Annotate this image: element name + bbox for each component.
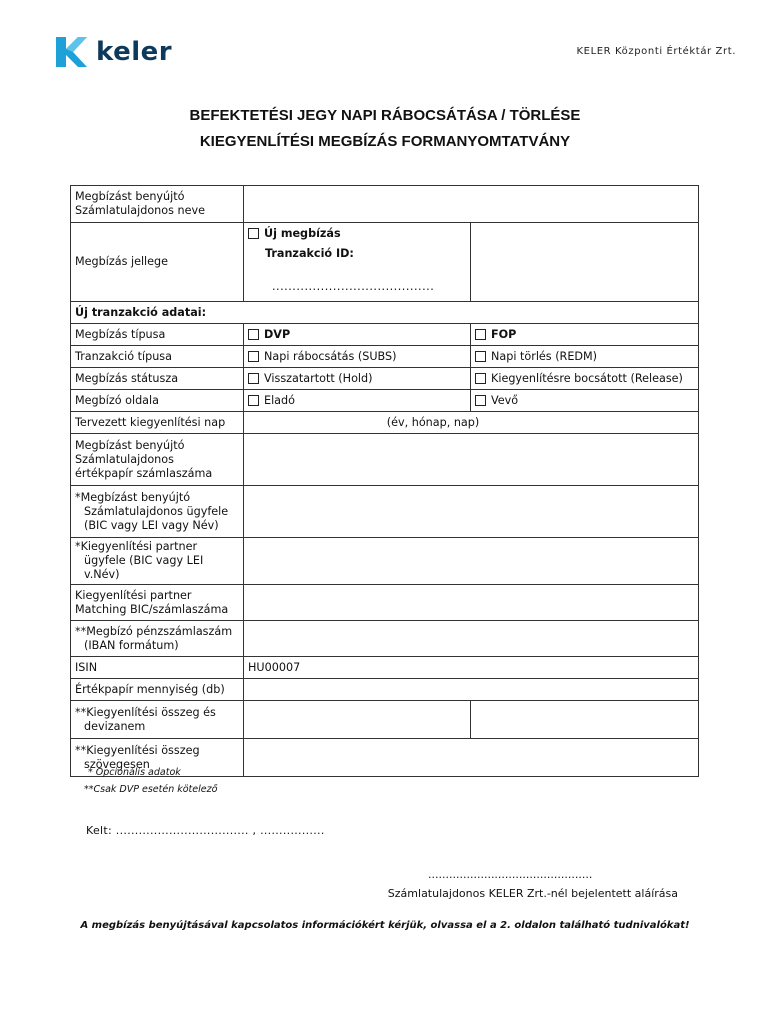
new-tx-section-title: Új tranzakció adatai: bbox=[71, 302, 699, 324]
seller-cell bbox=[244, 390, 471, 412]
signature-dots[interactable]: ............................................... bbox=[428, 868, 593, 881]
submitter-label-line2: Számlatulajdonos neve bbox=[75, 204, 205, 217]
client-field[interactable] bbox=[244, 486, 699, 538]
partner-client-field[interactable] bbox=[244, 538, 699, 585]
order-form-table bbox=[70, 185, 699, 777]
release-cell bbox=[471, 368, 699, 390]
quantity-label: Értékpapír mennyiség (db) bbox=[71, 679, 244, 701]
release-checkbox[interactable] bbox=[475, 373, 486, 384]
amount-label bbox=[71, 701, 244, 739]
fop-cell bbox=[471, 324, 699, 346]
partner-client-label bbox=[71, 538, 244, 585]
hold-cell bbox=[244, 368, 471, 390]
signature-label: Számlatulajdonos KELER Zrt.-nél bejelentett aláírása bbox=[387, 887, 678, 900]
cash-account-label bbox=[71, 621, 244, 657]
dvp-label: DVP bbox=[264, 327, 291, 341]
buyer-checkbox[interactable] bbox=[475, 395, 486, 406]
amount-text-line2: szövegesen bbox=[84, 757, 150, 771]
client-line3: (BIC vagy LEI vagy Név) bbox=[84, 518, 219, 532]
amount-text-field[interactable] bbox=[244, 739, 699, 777]
sec-account-line3: értékpapír számlaszáma bbox=[75, 466, 213, 480]
dvp-checkbox[interactable] bbox=[248, 329, 259, 340]
sec-account-line2: Számlatulajdonos bbox=[75, 452, 174, 466]
new-order-cell bbox=[244, 223, 471, 302]
buyer-cell bbox=[471, 390, 699, 412]
cash-account-line1: **Megbízó pénzszámlaszám bbox=[75, 624, 233, 638]
submitter-name-field[interactable] bbox=[244, 186, 699, 223]
submitter-label-line1: Megbízást benyújtó bbox=[75, 190, 185, 203]
amount-line1: **Kiegyenlítési összeg és bbox=[75, 705, 216, 719]
status-label: Megbízás státusza bbox=[71, 368, 244, 390]
release-label: Kiegyenlítésre bocsátott (Release) bbox=[491, 371, 683, 385]
cash-account-field[interactable] bbox=[244, 621, 699, 657]
hold-checkbox[interactable] bbox=[248, 373, 259, 384]
settle-date-label: Tervezett kiegyenlítési nap bbox=[71, 412, 244, 434]
securities-account-field[interactable] bbox=[244, 434, 699, 486]
order-kind-label: Megbízás típusa bbox=[71, 324, 244, 346]
partner-matching-field[interactable] bbox=[244, 585, 699, 621]
settle-date-hint: (év, hónap, nap) bbox=[386, 415, 480, 429]
tx-id-field[interactable]: ........................................ bbox=[272, 280, 435, 293]
quantity-field[interactable] bbox=[244, 679, 699, 701]
new-order-checkbox[interactable] bbox=[248, 228, 259, 239]
securities-account-label bbox=[71, 434, 244, 486]
partner-matching-line2: Matching BIC/számlaszáma bbox=[75, 602, 229, 616]
note-dvp-only: **Csak DVP esetén kötelező bbox=[84, 784, 218, 795]
sec-account-line1: Megbízást benyújtó bbox=[75, 438, 185, 452]
footer-info: A megbízás benyújtásával kapcsolatos információkért kérjük, olvassa el a 2. oldalon található tudnivalókat! bbox=[80, 920, 690, 931]
currency-field[interactable] bbox=[471, 701, 699, 739]
partner-matching-label bbox=[71, 585, 244, 621]
note-optional: * Opcionális adatok bbox=[88, 767, 181, 778]
date-place-line[interactable]: Kelt: ................................... , ................. bbox=[86, 824, 325, 837]
side-label: Megbízó oldala bbox=[71, 390, 244, 412]
cash-account-line2: (IBAN formátum) bbox=[84, 638, 179, 652]
order-type-blank bbox=[471, 223, 699, 302]
hold-label: Visszatartott (Hold) bbox=[264, 371, 373, 385]
partner-matching-line1: Kiegyenlítési partner bbox=[75, 588, 192, 602]
redm-checkbox[interactable] bbox=[475, 351, 486, 362]
keler-logo-icon bbox=[52, 34, 88, 70]
redm-label: Napi törlés (REDM) bbox=[491, 349, 598, 363]
form-title-line1: BEFEKTETÉSI JEGY NAPI RÁBOCSÁTÁSA / TÖRLÉSE bbox=[189, 107, 581, 124]
submitter-name-label bbox=[71, 186, 244, 223]
fop-checkbox[interactable] bbox=[475, 329, 486, 340]
subs-cell bbox=[244, 346, 471, 368]
amount-line2: devizanem bbox=[84, 719, 146, 733]
redm-cell bbox=[471, 346, 699, 368]
amount-field[interactable] bbox=[244, 701, 471, 739]
partner-client-line2: ügyfele (BIC vagy LEI v.Név) bbox=[84, 554, 204, 581]
client-line2: Számlatulajdonos ügyfele bbox=[84, 504, 229, 518]
logo-text: keler bbox=[96, 37, 173, 67]
isin-label: ISIN bbox=[71, 657, 244, 679]
order-type-label: Megbízás jellege bbox=[71, 223, 244, 302]
keler-logo bbox=[52, 34, 172, 70]
fop-label: FOP bbox=[491, 327, 517, 341]
settle-date-field[interactable] bbox=[244, 412, 699, 434]
client-line1: *Megbízást benyújtó bbox=[75, 490, 191, 504]
form-title-line2: KIEGYENLÍTÉSI MEGBÍZÁS FORMANYOMTATVÁNY bbox=[199, 133, 571, 150]
new-order-label: Új megbízás bbox=[264, 227, 341, 240]
amount-text-line1: **Kiegyenlítési összeg bbox=[75, 743, 200, 757]
company-name: KELER Központi Értéktár Zrt. bbox=[576, 46, 736, 57]
seller-checkbox[interactable] bbox=[248, 395, 259, 406]
tx-id-label: Tranzakció ID: bbox=[265, 247, 354, 260]
dvp-cell bbox=[244, 324, 471, 346]
subs-label: Napi rábocsátás (SUBS) bbox=[264, 349, 397, 363]
buyer-label: Vevő bbox=[491, 393, 519, 407]
partner-client-line1: *Kiegyenlítési partner bbox=[75, 540, 198, 553]
isin-field[interactable]: HU00007 bbox=[244, 657, 699, 679]
seller-label: Eladó bbox=[264, 393, 295, 407]
client-label bbox=[71, 486, 244, 538]
tx-type-label: Tranzakció típusa bbox=[71, 346, 244, 368]
subs-checkbox[interactable] bbox=[248, 351, 259, 362]
